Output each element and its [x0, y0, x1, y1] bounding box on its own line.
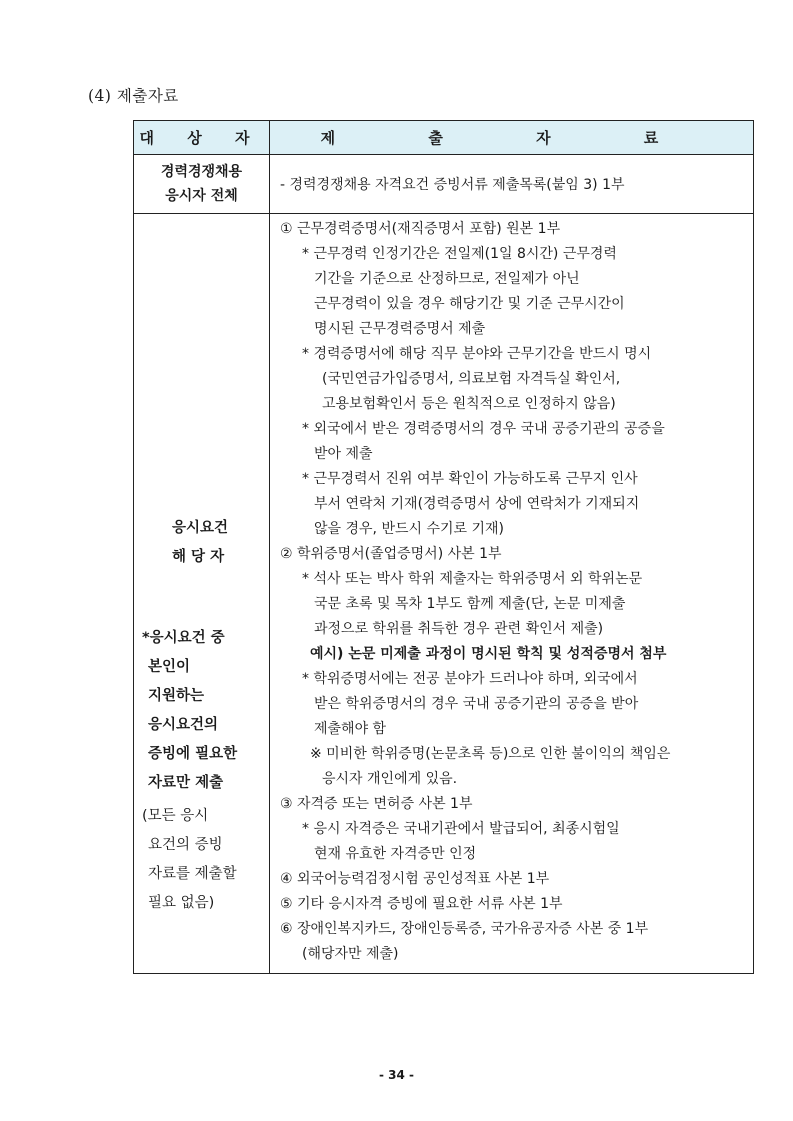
header-materials: 제 출 자 료 [270, 121, 754, 155]
list-item: 과정으로 학위를 취득한 경우 관련 확인서 제출) [314, 621, 604, 637]
list-item: (해당자만 제출) [302, 946, 399, 962]
note-line: 응시요건의 [148, 717, 219, 733]
list-item: * 외국에서 받은 경력증명서의 경우 국내 공증기관의 공증을 [302, 421, 665, 437]
paren-line: 자료를 제출할 [148, 866, 237, 882]
row1-material: - 경력경쟁채용 자격요건 증빙서류 제출목록(붙임 3) 1부 [270, 155, 754, 214]
paren-line: 요건의 증빙 [148, 837, 223, 853]
list-item: 부서 연락처 기재(경력증명서 상에 연락처가 기재되지 [314, 496, 640, 512]
section-title: (4) 제출자료 [88, 87, 179, 105]
list-item: 국문 초록 및 목차 1부도 함께 제출(단, 논문 미제출 [314, 596, 626, 612]
list-item: * 경력증명서에 해당 직무 분야와 근무기간을 반드시 명시 [302, 346, 652, 362]
table-row [134, 214, 754, 974]
list-item: * 응시 자격증은 국내기관에서 발급되어, 최종시험일 [302, 821, 620, 837]
list-item: ⑤ 기타 응시자격 증빙에 필요한 서류 사본 1부 [280, 896, 563, 912]
list-item: ※ 미비한 학위증명(논문초록 등)으로 인한 불이익의 책임은 [310, 746, 671, 762]
row1-target-line1: 경력경쟁채용 [160, 164, 243, 180]
note-line: 자료만 제출 [148, 775, 224, 791]
list-item: 고용보험확인서 등은 원칙적으로 인정하지 않음) [322, 396, 616, 412]
list-item: * 학위증명서에는 전공 분야가 드러나야 하며, 외국에서 [302, 671, 638, 687]
row2-title-line2: 해 당 자 [172, 549, 225, 565]
list-item: ④ 외국어능력검정시험 공인성적표 사본 1부 [280, 871, 550, 887]
submission-table [133, 120, 754, 974]
table-row [134, 155, 754, 214]
list-item: 예시) 논문 미제출 과정이 명시된 학칙 및 성적증명서 첨부 [310, 646, 667, 662]
row2-materials [270, 214, 754, 974]
list-item: 응시자 개인에게 있음. [322, 771, 458, 787]
row1-target [134, 155, 270, 214]
list-item: * 근무경력 인정기간은 전일제(1일 8시간) 근무경력 [302, 246, 617, 262]
note-line: *응시요건 중 [142, 630, 225, 646]
list-item: 기간을 기준으로 산정하므로, 전일제가 아닌 [314, 271, 580, 287]
note-line: 본인이 [148, 659, 191, 675]
paren-line: 필요 없음) [148, 895, 215, 911]
list-item: * 근무경력서 진위 여부 확인이 가능하도록 근무지 인사 [302, 471, 638, 487]
list-item: ⑥ 장애인복지카드, 장애인등록증, 국가유공자증 사본 중 1부 [280, 921, 649, 937]
page-number: - 34 - [378, 1068, 414, 1082]
list-item: 명시된 근무경력증명서 제출 [314, 321, 486, 337]
list-item: ③ 자격증 또는 면허증 사본 1부 [280, 796, 473, 812]
header-target: 대 상 자 [134, 121, 270, 155]
row2-title-line1: 응시요건 [172, 520, 229, 536]
note-line: 지원하는 [148, 688, 205, 704]
row2-target [134, 214, 270, 974]
row1-target-line2: 응시자 전체 [165, 188, 238, 204]
list-item: (국민연금가입증명서, 의료보험 자격득실 확인서, [322, 371, 621, 387]
list-item: 현재 유효한 자격증만 인정 [314, 846, 477, 862]
list-item: 제출해야 함 [314, 721, 387, 737]
list-item: 근무경력이 있을 경우 해당기간 및 기준 근무시간이 [314, 296, 625, 312]
note-line: 증빙에 필요한 [148, 746, 238, 762]
list-item: 않을 경우, 반드시 수기로 기재) [314, 521, 505, 537]
list-item: 받아 제출 [314, 446, 373, 462]
paren-line: (모든 응시 [142, 808, 209, 824]
list-item: * 석사 또는 박사 학위 제출자는 학위증명서 외 학위논문 [302, 571, 643, 587]
list-item: ② 학위증명서(졸업증명서) 사본 1부 [280, 546, 502, 562]
table-header-row [134, 121, 754, 155]
list-item: ① 근무경력증명서(재직증명서 포함) 원본 1부 [280, 221, 561, 237]
list-item: 받은 학위증명서의 경우 국내 공증기관의 공증을 받아 [314, 696, 639, 712]
